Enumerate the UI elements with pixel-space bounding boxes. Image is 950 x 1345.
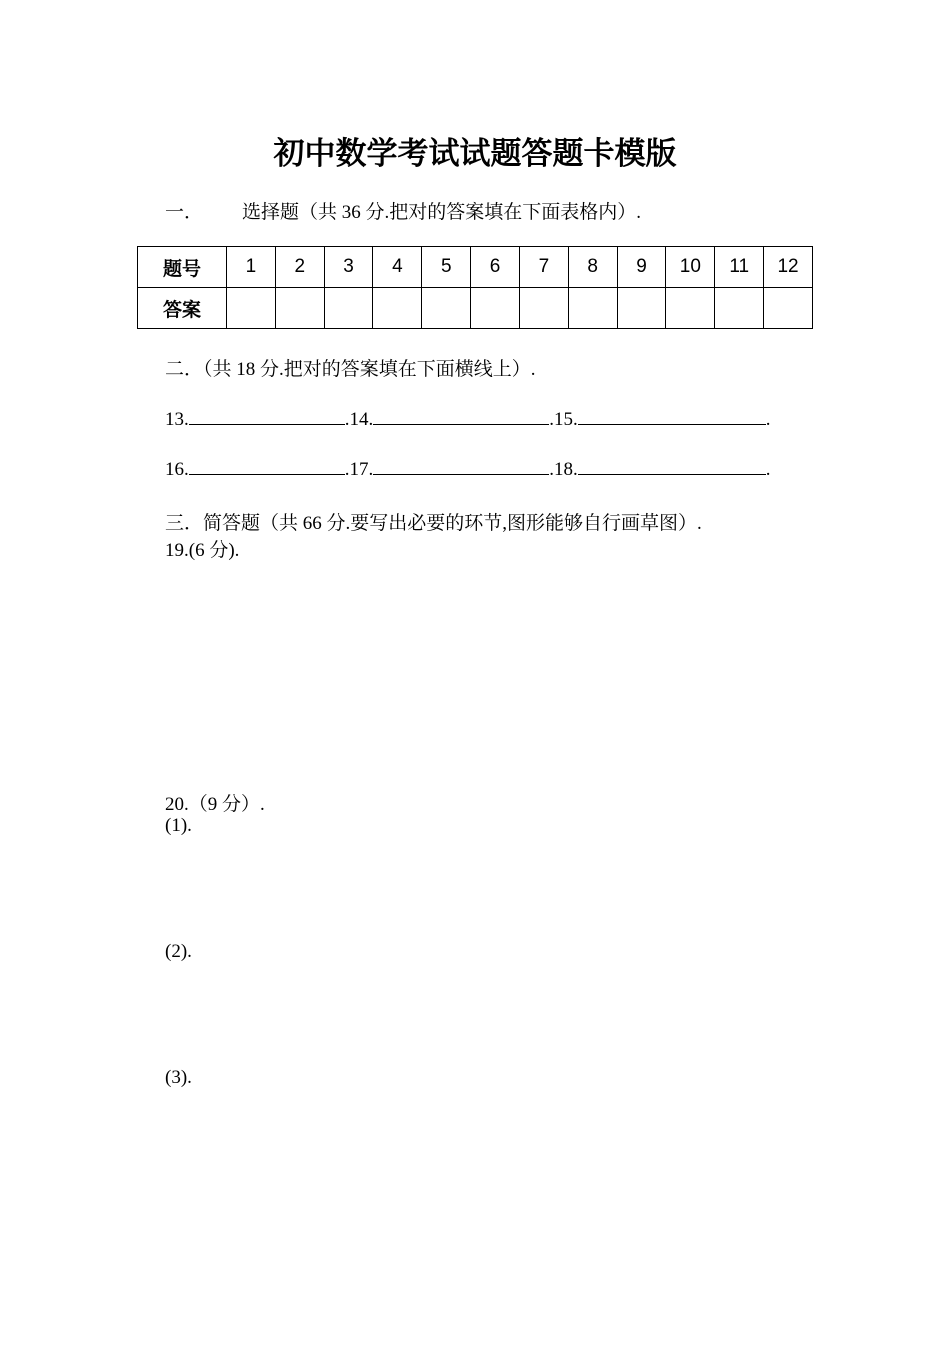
q15-label: .15. (549, 409, 578, 430)
answer-cell[interactable] (617, 288, 666, 329)
section2-instruction: 二．（共 18 分.把对的答案填在下面横线上）. (165, 359, 536, 380)
question-number-cell: 11 (715, 247, 764, 288)
answer-cell[interactable] (519, 288, 568, 329)
q18-label: .18. (549, 459, 578, 480)
section1-instruction: 选择题（共 36 分.把对的答案填在下面表格内）. (242, 202, 642, 223)
part-3-answer-area[interactable] (165, 1097, 785, 1297)
q17-blank[interactable] (373, 456, 549, 475)
q17-label: .17. (344, 459, 374, 480)
document-title: 初中数学考试试题答题卡模版 (273, 136, 677, 172)
line-end-period: . (765, 409, 771, 430)
answer-cell[interactable] (715, 288, 764, 329)
question-number-cell: 7 (519, 247, 568, 288)
answer-cell[interactable] (764, 288, 813, 329)
answer-cell[interactable] (666, 288, 715, 329)
question-20-part-1: (1). (165, 815, 192, 836)
question-number-cell: 12 (764, 247, 813, 288)
question-19-answer-area[interactable] (165, 565, 785, 780)
fill-blank-line-1 (165, 406, 771, 431)
answer-cell[interactable] (373, 288, 422, 329)
answer-row (138, 288, 813, 329)
question-number-cell: 8 (568, 247, 617, 288)
part-2-answer-area[interactable] (165, 971, 785, 1061)
question-number-cell: 1 (227, 247, 276, 288)
q16-blank[interactable] (189, 456, 345, 475)
question-number-row (138, 247, 813, 288)
question-number-cell: 3 (324, 247, 373, 288)
q14-label: .14. (344, 409, 374, 430)
question-20-part-2: (2). (165, 941, 192, 962)
q18-blank[interactable] (578, 456, 766, 475)
question-number-header: 题号 (138, 247, 227, 288)
line-end-period: . (765, 459, 771, 480)
section1-number: 一． (165, 202, 204, 223)
answer-header: 答案 (138, 288, 227, 329)
question-number-cell: 10 (666, 247, 715, 288)
answer-cell[interactable] (324, 288, 373, 329)
question-19-label: 19.(6 分). (165, 540, 240, 561)
answer-table (137, 246, 813, 329)
question-number-cell: 9 (617, 247, 666, 288)
answer-cell[interactable] (275, 288, 324, 329)
question-number-cell: 5 (422, 247, 471, 288)
q15-blank[interactable] (578, 406, 766, 425)
question-20-part-3: (3). (165, 1067, 192, 1088)
part-1-answer-area[interactable] (165, 845, 785, 935)
q16-label: 16. (165, 459, 189, 480)
answer-cell[interactable] (471, 288, 520, 329)
q13-blank[interactable] (189, 406, 345, 425)
question-number-cell: 6 (471, 247, 520, 288)
question-number-cell: 2 (275, 247, 324, 288)
answer-cell[interactable] (568, 288, 617, 329)
q13-label: 13. (165, 409, 189, 430)
question-20-label: 20.（9 分）. (165, 794, 265, 815)
q14-blank[interactable] (373, 406, 549, 425)
answer-cell[interactable] (227, 288, 276, 329)
fill-blank-line-2 (165, 456, 771, 481)
section3-instruction: 三．简答题（共 66 分.要写出必要的环节,图形能够自行画草图）. (165, 513, 702, 534)
answer-cell[interactable] (422, 288, 471, 329)
question-number-cell: 4 (373, 247, 422, 288)
